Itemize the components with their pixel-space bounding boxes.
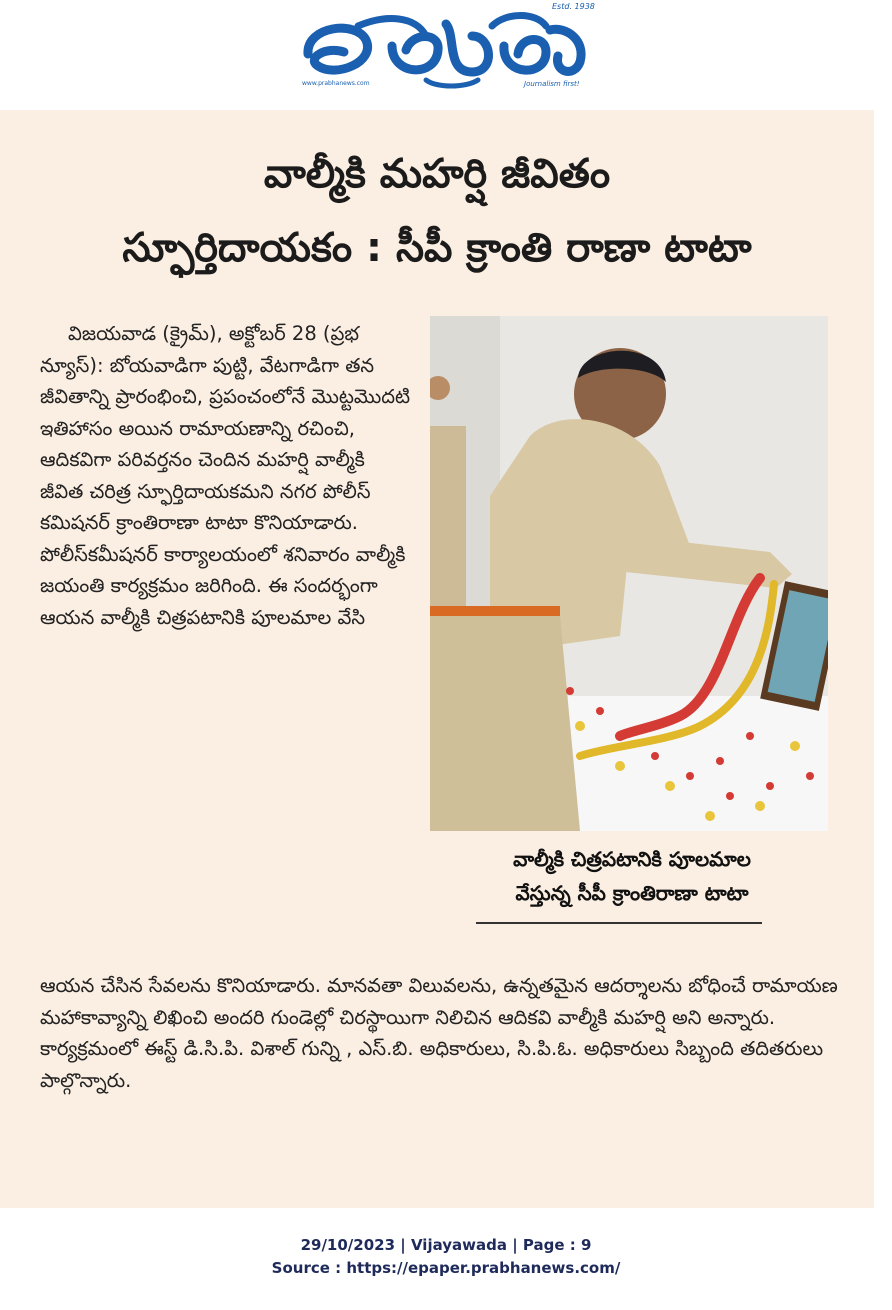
page-footer — [0, 1234, 892, 1280]
tagline: Journalism first! — [524, 80, 580, 88]
masthead — [0, 0, 892, 108]
article-photo — [430, 316, 828, 831]
headline-line-2: స్ఫూర్తిదాయకం : సీపీ క్రాంతి రాణా టాటా — [122, 225, 752, 271]
article-clipping — [0, 110, 874, 1208]
photo-illustration — [430, 316, 828, 831]
estd-label: Estd. 1938 — [552, 2, 595, 11]
caption-line-1: వాల్మీకి చిత్రపటానికి పూలమాల — [513, 847, 751, 871]
footer-date-edition: 29/10/2023 | Vijayawada | Page : 9 — [300, 1236, 592, 1254]
caption-line-2: వేస్తున్న సీపీ క్రాంతిరాణా టాటా — [515, 881, 749, 905]
column-paragraph: విజయవాడ (క్రైమ్), అక్టోబర్ 28 (ప్రభ న్యూస్): బోయవాడిగా పుట్టి, వేటగాడిగా తన జీవితాన్ని ప్రారంభించి, ప్రపంచంలోనే మొట్టమొదటి ఇతిహాసం అయిన రామాయణాన్ని రచించి, ఆదికవిగా పరివర్తనం చెందిన మహర్షి వాల్మీకి జీవిత చరిత్ర స్ఫూర్తిదాయకమని నగర పోలీస్ కమిషనర్ క్రాంతిరాణా టాటా కొనియాడారు. పోలీస్‌కమీషనర్ కార్యాలయంలో శనివారం వాల్మీకి జయంతి కార్యక్రమం జరిగింది. ఈ సందర్భంగా ఆయన వాల్మీకి చిత్రపటానికి పూలమాల వేసి — [40, 322, 411, 629]
photo-caption — [436, 842, 828, 910]
caption-divider — [476, 922, 762, 924]
article-wide-text: ఆయన చేసిన సేవలను కొనియాడారు. మానవతా విలువలను, ఉన్నతమైన ఆదర్శాలను బోధించే రామాయణ మహాకావ్యాన్ని లిఖించి అందరి గుండెల్లో చిరస్థాయిగా నిలిచిన ఆదికవి వాల్మీకి మహర్షి అని అన్నారు. కార్యక్రమంలో ఈస్ట్ డి.సి.పి. విశాల్ గున్ని , ఎస్.బి. అధికారులు, సి.పి.ఓ. అధికారులు సిబ్బంది తదితరులు పాల్గొన్నారు. — [40, 974, 838, 1092]
headline-line-1: వాల్మీకి మహర్షి జీవితం — [263, 151, 611, 197]
article-column-text — [40, 318, 412, 633]
footer-source: Source : https://epaper.prabhanews.com/ — [271, 1259, 621, 1277]
website-label: www.prabhanews.com — [302, 80, 370, 87]
